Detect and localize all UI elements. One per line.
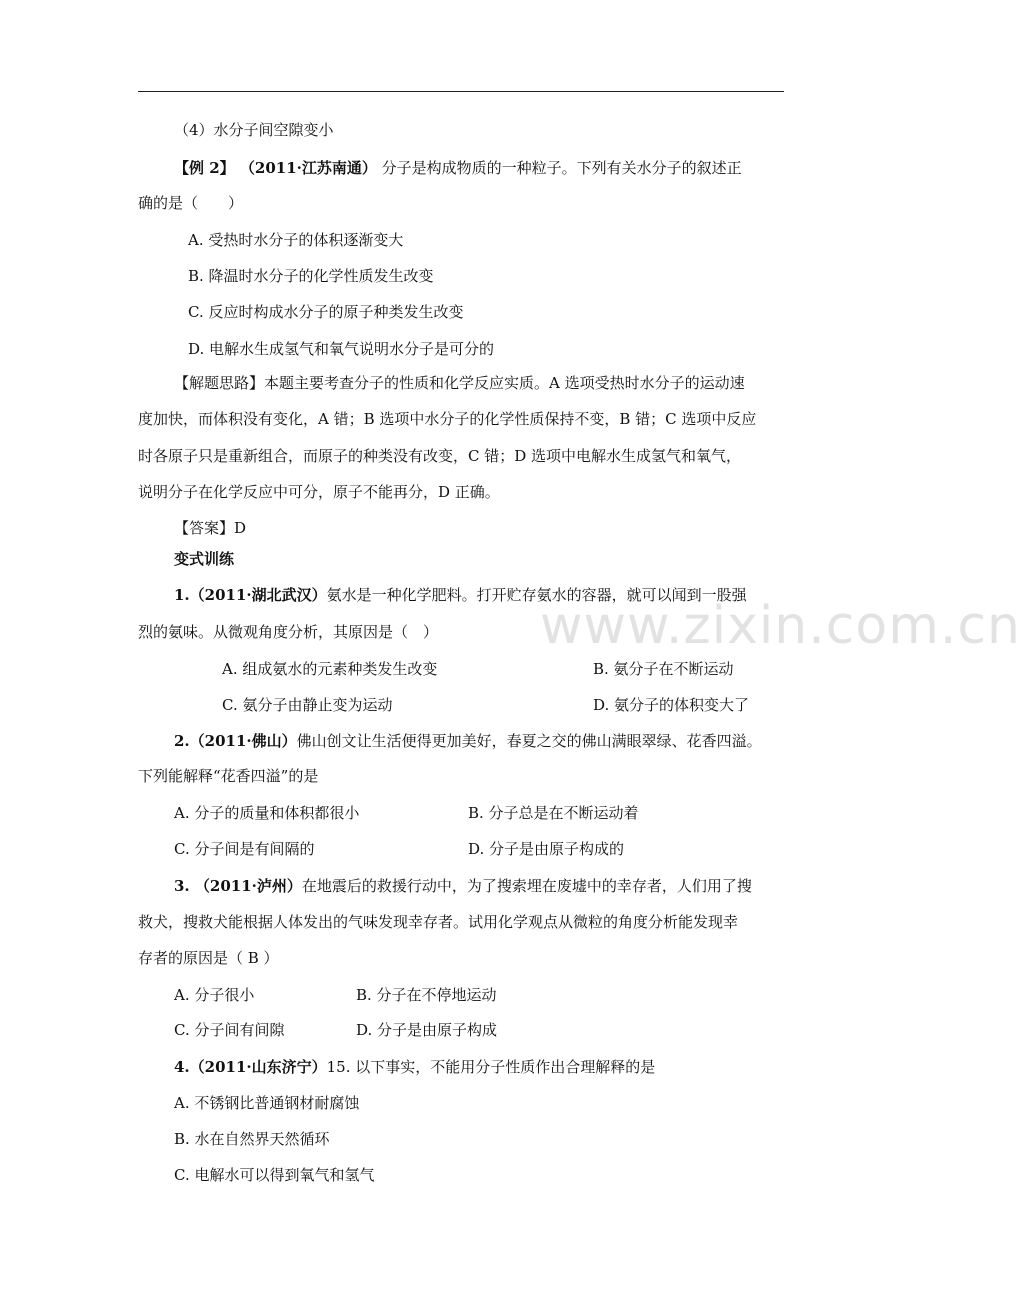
watermark: www.zixin.com.cn [540,596,1021,656]
header-rule [138,91,784,92]
q1-option-d: D. 氨分子的体积变大了 [593,696,750,714]
q4-stem: 15. 以下事实，不能用分子性质作出合理解释的是 [326,1058,656,1076]
q3-option-c: C. 分子间有间隙 [174,1021,285,1039]
q3-line2: 救犬，搜救犬能根据人体发出的气味发现幸存者。试用化学观点从微粒的角度分析能发现幸 [138,913,739,931]
example2-option-a: A. 受热时水分子的体积逐渐变大 [188,231,404,249]
solution-line3: 时各原子只是重新组合，而原子的种类没有改变，C 错；D 选项中电解水生成氢气和氧气， [138,447,742,465]
q1-option-b: B. 氨分子在不断运动 [593,660,734,678]
q3-option-b: B. 分子在不停地运动 [356,986,497,1004]
example2-question-line1 [174,158,742,178]
q2-option-d: D. 分子是由原子构成的 [468,840,625,858]
q4-line1 [174,1057,655,1077]
q3-line3: 存者的原因是（ B ） [138,949,279,967]
example2-source: 【例 2】 （2011·江苏南通） [174,159,377,177]
solution-line1: 【解题思路】本题主要考查分子的性质和化学反应实质。A 选项受热时水分子的运动速 [174,374,745,392]
solution-line4: 说明分子在化学反应中可分，原子不能再分，D 正确。 [138,483,500,501]
q1-line2: 烈的氨味。从微观角度分析，其原因是（ ） [138,623,439,641]
q2-line2: 下列能解释“花香四溢”的是 [138,767,319,785]
q2-option-a: A. 分子的质量和体积都很小 [174,804,360,822]
example2-stem: 分子是构成物质的一种粒子。下列有关水分子的叙述正 [376,159,742,177]
q3-option-a: A. 分子很小 [174,986,255,1004]
q2-option-c: C. 分子间是有间隔的 [174,840,315,858]
q2-option-b: B. 分子总是在不断运动着 [468,804,639,822]
q3-option-d: D. 分子是由原子构成 [356,1021,498,1039]
q1-line1 [174,585,747,605]
q4-source: 4.（2011·山东济宁） [174,1058,327,1076]
solution-line2: 度加快，而体积没有变化，A 错；B 选项中水分子的化学性质保持不变，B 错；C 选项中反应 [138,410,757,428]
example2-option-d: D. 电解水生成氢气和氧气说明水分子是可分的 [188,340,495,358]
example2-option-c: C. 反应时构成水分子的原子种类发生改变 [188,303,464,321]
q4-option-a: A. 不锈钢比普通钢材耐腐蚀 [174,1094,360,1112]
q4-option-b: B. 水在自然界天然循环 [174,1130,330,1148]
example2-question-line2: 确的是（ ） [138,194,244,212]
example1-option-4: （4）水分子间空隙变小 [174,121,334,139]
q3-line1 [174,876,752,896]
q4-option-c: C. 电解水可以得到氧气和氢气 [174,1166,375,1184]
q2-stem: 佛山创文让生活便得更加美好，春夏之交的佛山满眼翠绿、花香四溢。 [296,732,762,750]
q1-stem: 氨水是一种化学肥料。打开贮存氨水的容器，就可以闻到一股强 [326,586,747,604]
q1-source: 1.（2011·湖北武汉） [174,586,327,604]
q2-line1 [174,731,762,751]
q3-stem: 在地震后的救援行动中，为了搜索埋在废墟中的幸存者，人们用了搜 [301,877,752,895]
q1-option-c: C. 氨分子由静止变为运动 [222,696,393,714]
q2-source: 2.（2011·佛山） [174,732,297,750]
q1-option-a: A. 组成氨水的元素种类发生改变 [222,660,438,678]
section-heading: 变式训练 [174,550,235,568]
answer: 【答案】D [174,519,247,537]
example2-option-b: B. 降温时水分子的化学性质发生改变 [188,267,434,285]
q3-source: 3. （2011·泸州） [174,877,302,895]
